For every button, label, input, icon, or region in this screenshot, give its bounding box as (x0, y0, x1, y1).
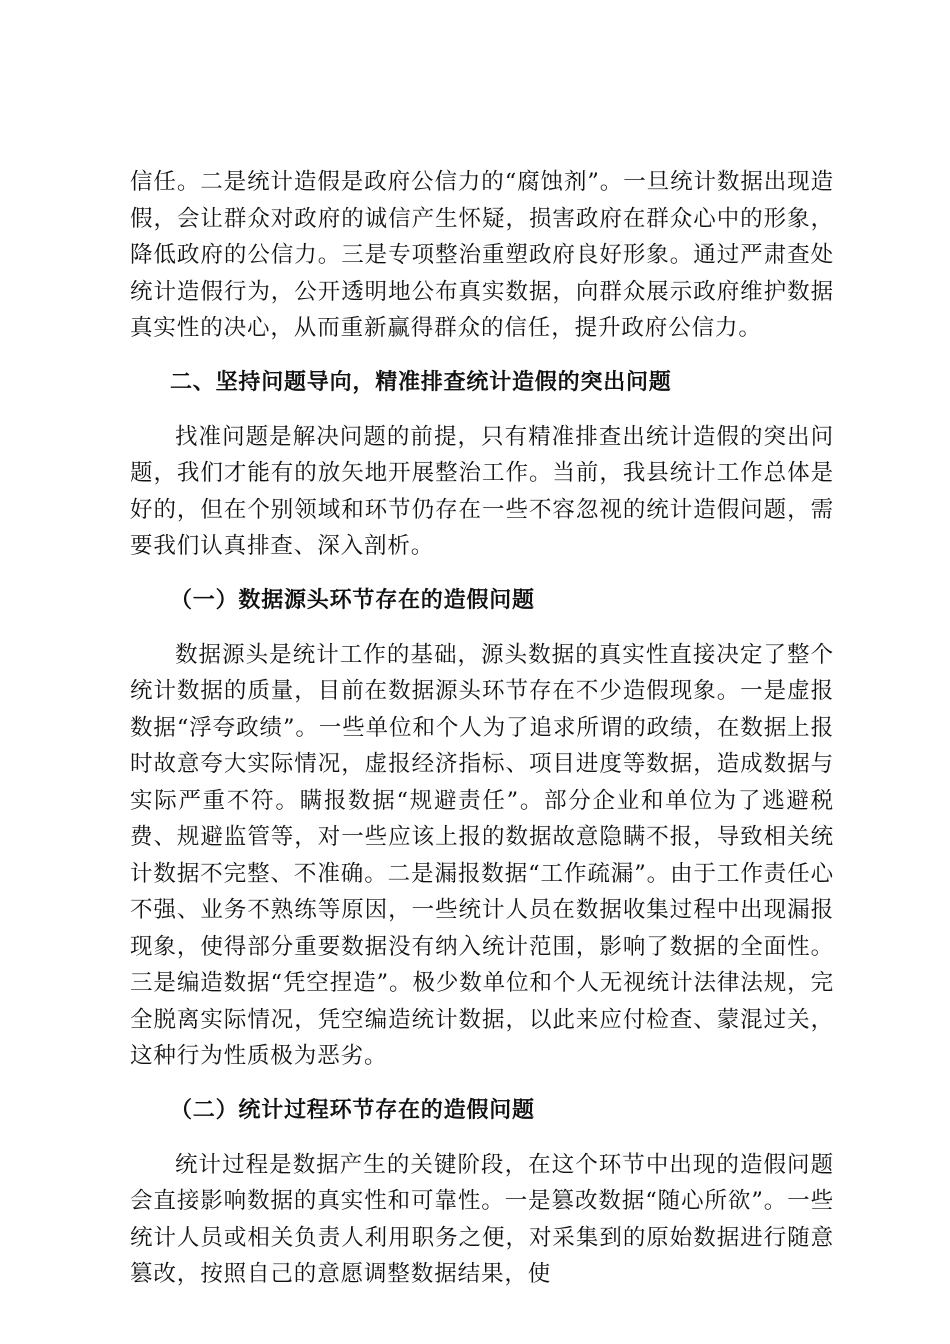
section-heading-two: 二、坚持问题导向，精准排查统计造假的突出问题 (170, 369, 672, 395)
paragraph-problem-intro: 找准问题是解决问题的前提，只有精准排查出统计造假的突出问题，我们才能有的放矢地开展整治工作。当前，我县统计工作总体是好的，但在个别领域和环节仍存在一些不容忽视的统计造假问题，需要我们认真排查、深入剖析。 (130, 423, 834, 559)
subsection-heading-two: （二）统计过程环节存在的造假问题 (170, 1097, 535, 1123)
subsection-heading-one: （一）数据源头环节存在的造假问题 (170, 587, 535, 613)
document-body (130, 164, 834, 1293)
paragraph-data-source: 数据源头是统计工作的基础，源头数据的真实性直接决定了整个统计数据的质量，目前在数据源头环节存在不少造假现象。一是虚报数据“浮夸政绩”。一些单位和个人为了追求所谓的政绩，在数据上报时故意夸大实际情况，虚报经济指标、项目进度等数据，造成数据与实际严重不符。瞒报数据“规避责任”。部分企业和单位为了逃避税费、规避监管等，对一些应该上报的数据故意隐瞒不报，导致相关统计数据不完整、不准确。二是漏报数据“工作疏漏”。由于工作责任心不强、业务不熟练等原因，一些统计人员在数据收集过程中出现漏报现象，使得部分重要数据没有纳入统计范围，影响了数据的全面性。三是编造数据“凭空捏造”。极少数单位和个人无视统计法律法规，完全脱离实际情况，凭空编造统计数据，以此来应付检查、蒙混过关，这种行为性质极为恶劣。 (130, 641, 834, 1069)
paragraph-public-trust: 信任。二是统计造假是政府公信力的“腐蚀剂”。一旦统计数据出现造假，会让群众对政府的诚信产生怀疑，损害政府在群众心中的形象，降低政府的公信力。三是专项整治重塑政府良好形象。通过严肃查处统计造假行为，公开透明地公布真实数据，向群众展示政府维护数据真实性的决心，从而重新赢得群众的信任，提升政府公信力。 (130, 169, 834, 341)
paragraph-statistical-process: 统计过程是数据产生的关键阶段，在这个环节中出现的造假问题会直接影响数据的真实性和可靠性。一是篡改数据“随心所欲”。一些统计人员或相关负责人利用职务之便，对采集到的原始数据进行随意篡改，按照自己的意愿调整数据结果，使 (130, 1151, 834, 1287)
